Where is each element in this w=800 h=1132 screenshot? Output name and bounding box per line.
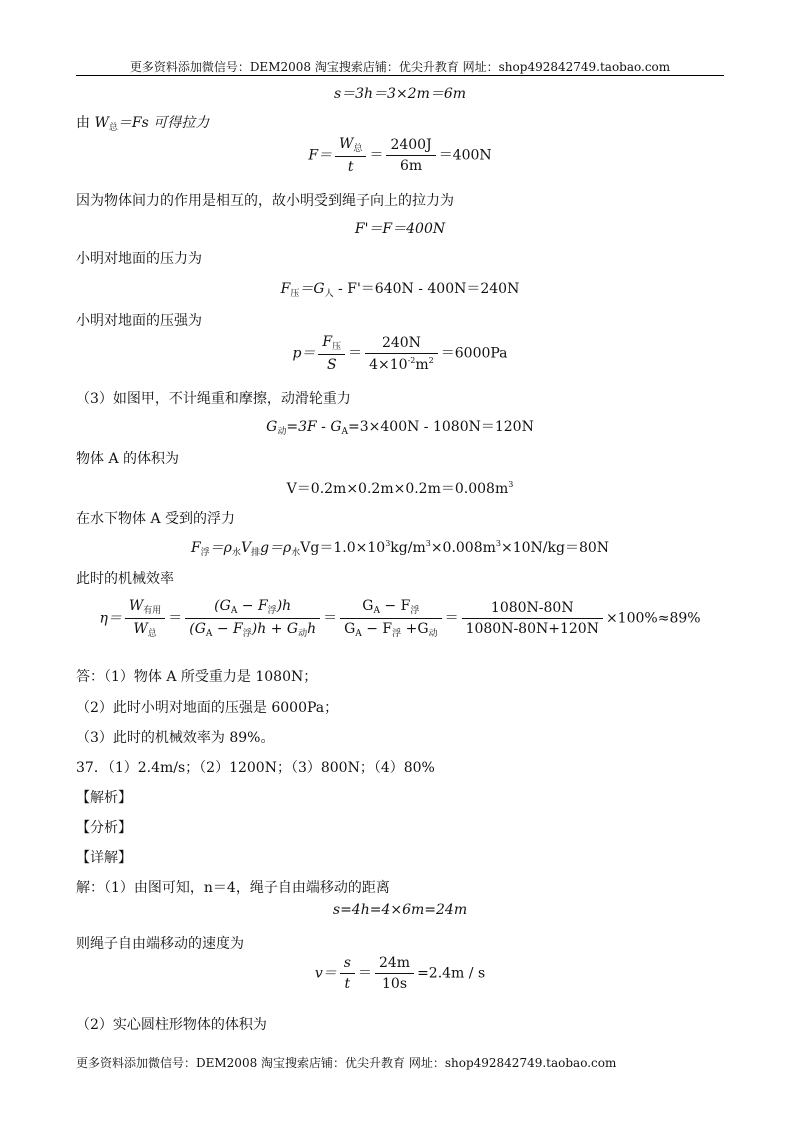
equation-force: F＝ $\frac{W_总}{t}$ ＝ $\frac{2400J}{6m}$ ＝400N xyxy=(308,136,492,175)
equation-pressure: p＝ $\frac{F_压}{S}$ ＝ $\frac{240N}{4\times 10^{-2}m^2}$ ＝6000Pa xyxy=(292,334,508,373)
text-line: （3）如图甲，不计绳重和摩擦，动滑轮重力 xyxy=(76,391,351,407)
equation-velocity: v＝ $\frac{s}{t}$ ＝ $\frac{24m}{10s}$ =2.4m / s xyxy=(314,955,486,992)
answer-line: （3）此时的机械效率为 89%。 xyxy=(76,730,275,746)
text-line: （2）实心圆柱形物体的体积为 xyxy=(76,1017,267,1033)
section-heading: 【解析】 xyxy=(76,790,132,806)
text-line: 小明对地面的压力为 xyxy=(76,251,202,267)
answer-line: （2）此时小明对地面的压强是 6000Pa； xyxy=(76,700,339,716)
question-37-answer: 37．（1）2.4m/s；（2）1200N；（3）800N；（4）80% xyxy=(76,760,435,776)
text-line: 解：（1）由图可知，n＝4，绳子自由端移动的距离 xyxy=(76,880,390,896)
text-line: 由 $W_总=Fs$ 可得拉力 xyxy=(76,115,210,133)
equation-rope-distance: s=4h=4×6m=24m xyxy=(332,902,468,918)
equation-pressure-force: $F_压=G_人 - F'=640N - 400N=240N$ xyxy=(280,281,520,299)
equation-efficiency: η＝ $\frac{W_{有用}}{W_总}$ ＝ $\frac{(G_A - F_浮)h}{(G_A - F_浮)h + G_动h}$ ＝ $\frac{G_A - F_浮}{G_A - F_浮 +G_动}$ ＝ $\frac{1080N-80N}{1080N-80N+120N}$ ×100%≈89% xyxy=(99,598,701,639)
equation-buoyancy: $F_浮=\rho_水V_排g=\rho_水Vg=1.0\times 10^3kg/m^3\times 0.008m^3\times 10N/kg=80N$ xyxy=(190,539,610,558)
text-line: 此时的机械效率 xyxy=(76,571,174,587)
section-heading: 【详解】 xyxy=(76,850,132,866)
header-divider xyxy=(76,75,724,76)
page-header: 更多资料添加微信号：DEM2008 淘宝搜索店铺：优尖升教育 网址：shop492842749.taobao.com xyxy=(129,60,671,74)
page-footer: 更多资料添加微信号：DEM2008 淘宝搜索店铺：优尖升教育 网址：shop492842749.taobao.com xyxy=(76,1056,617,1070)
equation-distance: s＝3h＝3×2m＝6m xyxy=(333,86,467,102)
section-heading: 【分析】 xyxy=(76,820,132,836)
text-line: 则绳子自由端移动的速度为 xyxy=(76,936,244,952)
text-line: 在水下物体 A 受到的浮力 xyxy=(76,511,236,527)
text-line: 物体 A 的体积为 xyxy=(76,451,180,467)
text-line: 小明对地面的压强为 xyxy=(76,313,202,329)
answer-line: 答：（1）物体 A 所受重力是 1080N； xyxy=(76,669,318,685)
equation-reaction-force: F'＝F＝400N xyxy=(354,221,446,237)
text-line: 因为物体间力的作用是相互的，故小明受到绳子向上的拉力为 xyxy=(76,193,454,209)
equation-volume: $V=0.2m\times 0.2m\times 0.2m=0.008m^3$ xyxy=(286,480,514,497)
equation-pulley-weight: $G_动=3F - G_A=3\times 400N - 1080N=120N$ xyxy=(266,419,534,437)
